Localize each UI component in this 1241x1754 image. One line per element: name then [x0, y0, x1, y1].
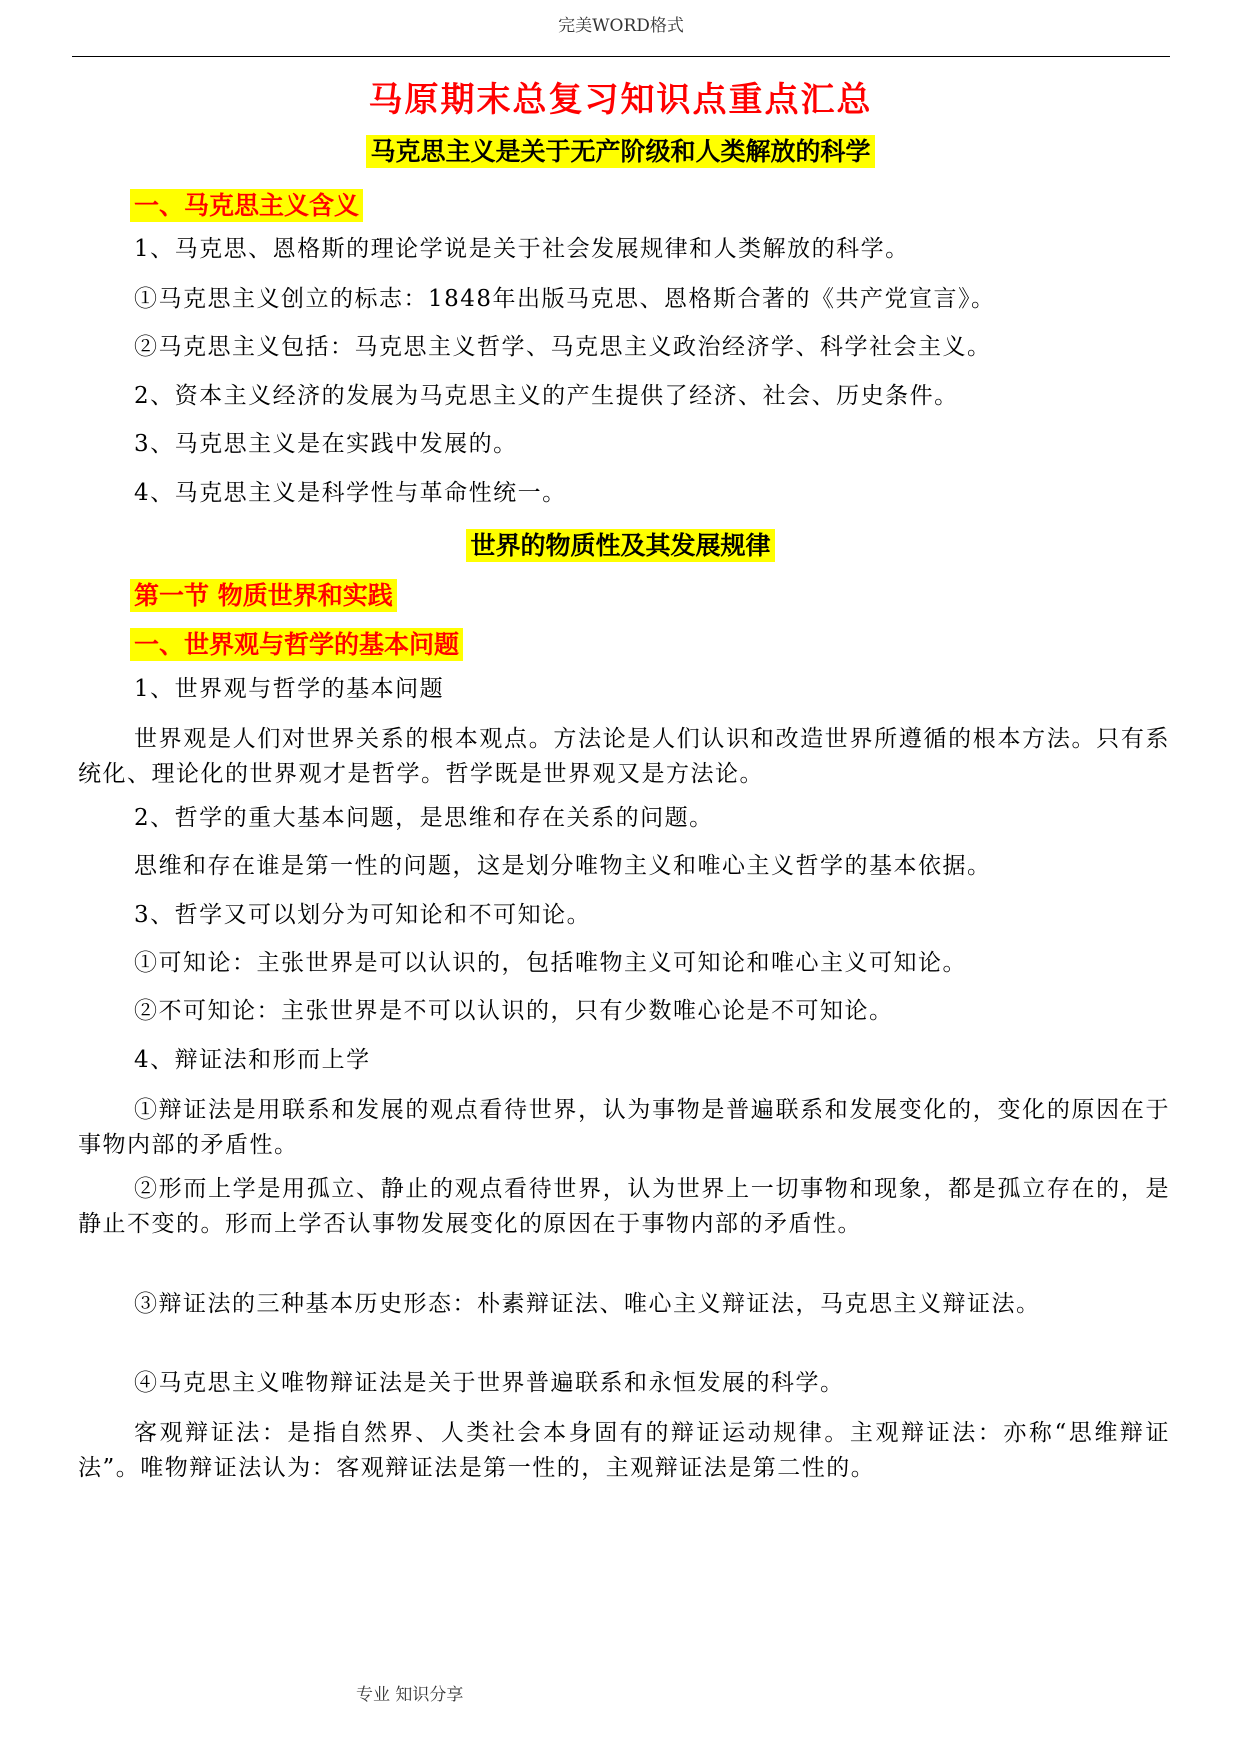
paragraph: 1、世界观与哲学的基本问题 [134, 676, 445, 702]
paragraph: ①可知论：主张世界是可以认识的，包括唯物主义可知论和唯心主义可知论。 [134, 950, 967, 976]
paragraph: ④马克思主义唯物辩证法是关于世界普遍联系和永恒发展的科学。 [134, 1370, 845, 1396]
paragraph: ①马克思主义创立的标志：1848年出版马克思、恩格斯合著的《共产党宣言》。 [134, 286, 996, 312]
section-worldview-text: 一、世界观与哲学的基本问题 [130, 628, 463, 661]
paragraph: ②形而上学是用孤立、静止的观点看待世界，认为世界上一切事物和现象，都是孤立存在的，是静止不变的。形而上学否认事物发展变化的原因在于事物内部的矛盾性。 [78, 1176, 1170, 1237]
heading-world-materiality-text: 世界的物质性及其发展规律 [466, 529, 774, 562]
paragraph: 3、马克思主义是在实践中发展的。 [134, 431, 518, 457]
paragraph: 客观辩证法：是指自然界、人类社会本身固有的辩证运动规律。主观辩证法：亦称“思维辩证法”。唯物辩证法认为：客观辩证法是第一性的，主观辩证法是第二性的。 [78, 1420, 1170, 1481]
paragraph: ②马克思主义包括：马克思主义哲学、马克思主义政治经济学、科学社会主义。 [134, 334, 992, 360]
paragraph: ①辩证法是用联系和发展的观点看待世界，认为事物是普遍联系和发展变化的，变化的原因在于事物内部的矛盾性。 [78, 1097, 1170, 1158]
heading-world-materiality [0, 526, 1241, 562]
paragraph: 3、哲学又可以划分为可知论和不可知论。 [134, 902, 592, 928]
header-text: 完美WORD格式 [558, 16, 684, 36]
document-title: 马原期末总复习知识点重点汇总 [368, 80, 873, 120]
paragraph: 1、马克思、恩格斯的理论学说是关于社会发展规律和人类解放的科学。 [134, 236, 910, 262]
page-header [72, 0, 1170, 57]
section-worldview [130, 625, 463, 661]
page-footer: 专业 知识分享 [356, 1685, 464, 1705]
section-first [130, 576, 397, 612]
paragraph: 4、马克思主义是科学性与革命性统一。 [134, 480, 567, 506]
paragraph: 2、资本主义经济的发展为马克思主义的产生提供了经济、社会、历史条件。 [134, 383, 959, 409]
heading-marxism-text: 马克思主义是关于无产阶级和人类解放的科学 [366, 135, 874, 168]
paragraph: ③辩证法的三种基本历史形态：朴素辩证法、唯心主义辩证法，马克思主义辩证法。 [134, 1291, 1041, 1317]
section-marxism-meaning-text: 一、马克思主义含义 [130, 189, 363, 222]
paragraph: ②不可知论：主张世界是不可以认识的，只有少数唯心论是不可知论。 [134, 998, 894, 1024]
paragraph: 4、辩证法和形而上学 [134, 1047, 371, 1073]
section-marxism-meaning [130, 186, 363, 222]
paragraph: 2、哲学的重大基本问题，是思维和存在关系的问题。 [134, 805, 714, 831]
section-first-text: 第一节 物质世界和实践 [130, 579, 397, 612]
paragraph: 世界观是人们对世界关系的根本观点。方法论是人们认识和改造世界所遵循的根本方法。只有系统化、理论化的世界观才是哲学。哲学既是世界观又是方法论。 [78, 726, 1170, 787]
heading-marxism [0, 132, 1241, 168]
paragraph: 思维和存在谁是第一性的问题，这是划分唯物主义和唯心主义哲学的基本依据。 [134, 853, 992, 879]
